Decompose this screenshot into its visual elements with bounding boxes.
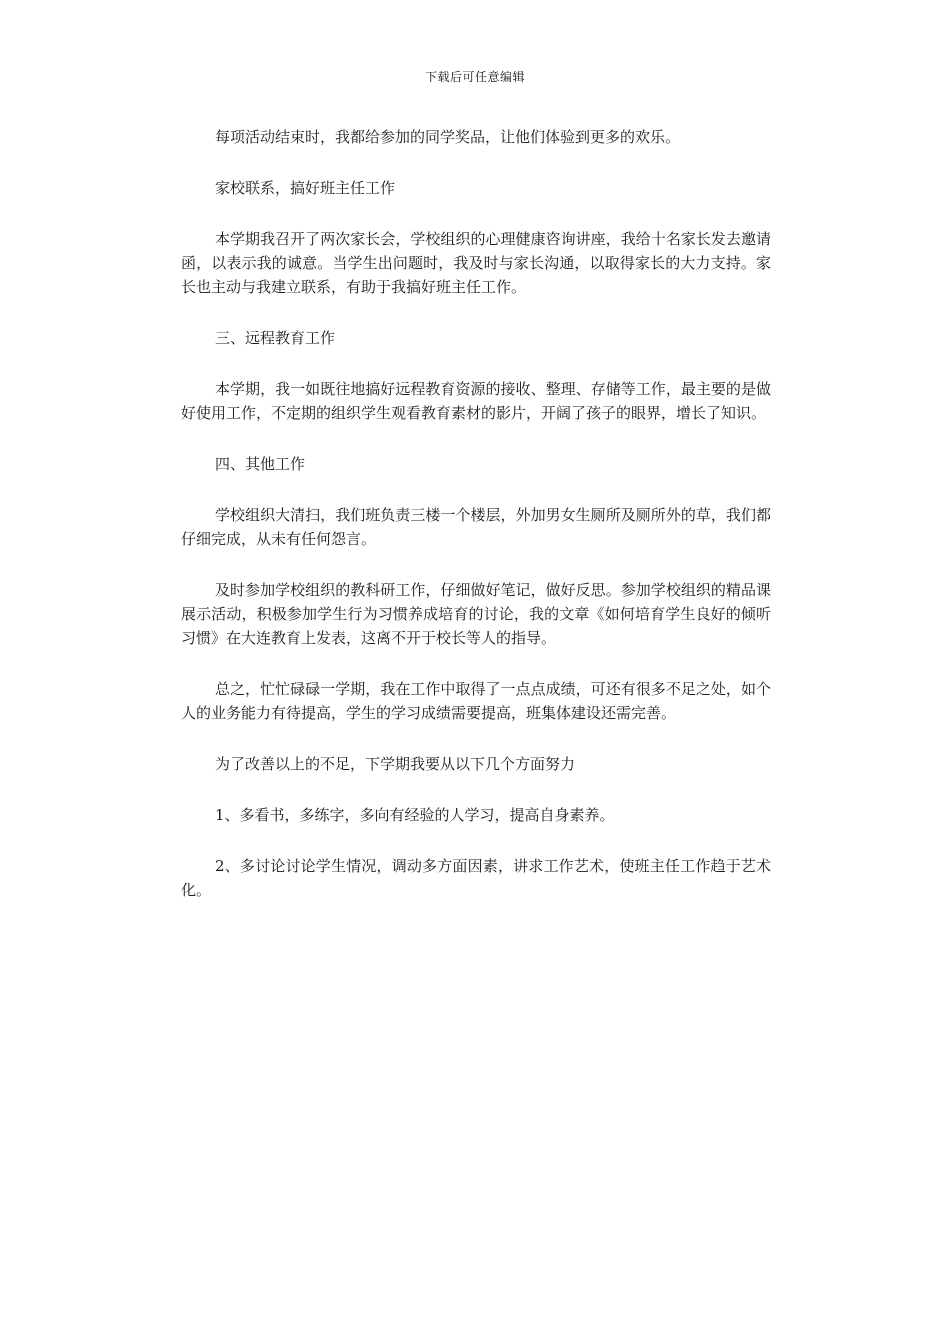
list-item-2: 2、多讨论讨论学生情况，调动多方面因素，讲求工作艺术，使班主任工作趋于艺术化。: [181, 857, 771, 899]
page-header: 下载后可任意编辑: [424, 70, 525, 84]
paragraph-research-work: 及时参加学校组织的教科研工作，仔细做好笔记，做好反思。参加学校组织的精品课展示活动，积极参加学生行为习惯养成培育的讨论，我的文章《如何培育学生良好的倾听习惯》在大连教育上发表，这离不开于校长等人的指导。: [181, 581, 771, 647]
list-item-1: 1、多看书，多练字，多向有经验的人学习，提高自身素养。: [215, 806, 615, 824]
section-heading-remote-education: 三、远程教育工作: [215, 329, 336, 347]
document-body: [181, 125, 771, 929]
section-heading-other-work: 四、其他工作: [215, 455, 306, 473]
paragraph-improvement-intro: 为了改善以上的不足，下学期我要从以下几个方面努力: [215, 755, 576, 773]
paragraph-parent-meetings: 本学期我召开了两次家长会，学校组织的心理健康咨询讲座，我给十名家长发去邀请函，以表示我的诚意。当学生出问题时，我及时与家长沟通，以取得家长的大力支持。家长也主动与我建立联系，有助于我搞好班主任工作。: [181, 230, 771, 296]
paragraph-summary: 总之，忙忙碌碌一学期，我在工作中取得了一点点成绩，可还有很多不足之处，如个人的业务能力有待提高，学生的学习成绩需要提高，班集体建设还需完善。: [181, 680, 771, 722]
section-heading-home-school: 家校联系，搞好班主任工作: [215, 179, 396, 197]
paragraph-activity-rewards: 每项活动结束时，我都给参加的同学奖品，让他们体验到更多的欢乐。: [215, 128, 681, 146]
paragraph-remote-education: 本学期，我一如既往地搞好远程教育资源的接收、整理、存储等工作，最主要的是做好使用工作，不定期的组织学生观看教育素材的影片，开阔了孩子的眼界，增长了知识。: [181, 380, 771, 422]
paragraph-cleaning: 学校组织大清扫，我们班负责三楼一个楼层，外加男女生厕所及厕所外的草，我们都仔细完成，从未有任何怨言。: [181, 506, 771, 548]
